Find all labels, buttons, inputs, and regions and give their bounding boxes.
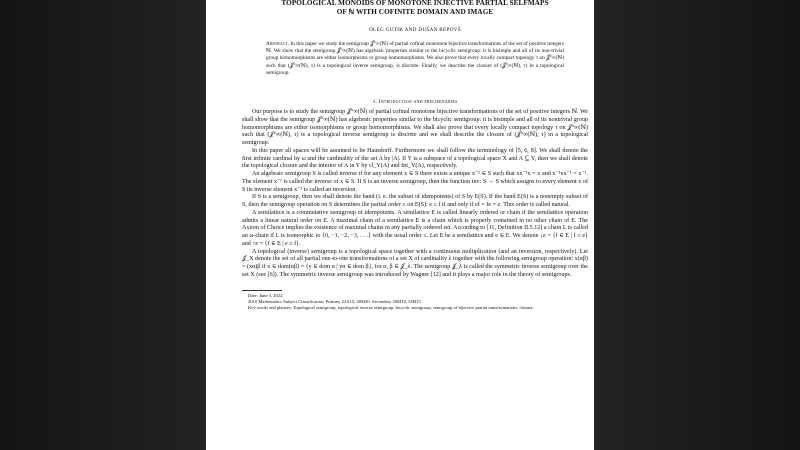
paragraph-6: A topological (inverse) semigroup is a topological space together with a continuous multiplication (and an inversion, respectively). Let 𝒥_X denote the set of all partial one-to-one transformations of a set X of cardinality λ together with the following semigroup operation: x(αβ) = (xα)β if x ∈ dom(αβ) = {y ∈ dom α | yα ∈ dom β}, for α, β ∈ 𝒥_λ. The semigroup 𝒥_λ is called the symmetric inverse semigroup over the set X (see [6]). The symmetric inverse semigroup was introduced by Wagner [12] and it plays a major role in the theory of semigroups. xyxy=(242,248,588,278)
title-line-2: OF ℕ WITH COFINITE DOMAIN AND IMAGE xyxy=(336,8,494,16)
abstract-text: In this paper we study the semigroup 𝒥°∞(ℕ) of partial cofinal monotone bijective transformations of the set of positive integers ℕ. We show that the semigroup 𝒥°∞(ℕ) has algebraic properties similar to the bicyclic semigroup: it is bisimple and all of its non-trivial group homomorphisms are either isomorphisms or group homomorphisms. We also prove that every locally compact topology τ on 𝒥°∞(ℕ) such that (𝒥°∞(ℕ), τ) is a topological inverse semigroup, is discrete. Finally, we describe the closure of (𝒥°∞(ℕ), τ) in a topological semigroup. xyxy=(266,41,564,76)
footnote-divider xyxy=(242,290,282,291)
paragraph-4: If S is a semigroup, then we shall denote the band (i. e. the subset of idempotents) of S by E(S). If the band E(S) is a nonempty subset of S, then the semigroup operation on S determines the partial order ≤ on E(S): e ≤ f if and only if ef = fe = e. This order is called natural. xyxy=(242,194,588,209)
paragraph-2: In this paper all spaces will be assumed to be Hausdorff. Furthermore we shall follow the terminology of [5, 6, 8]. We shall denote the first infinite cardinal by ω and the cardinality of the set A by |A|. If Y is a subspace of a topological space X and A ⊆ Y, then we shall denote the topological closure and the interior of A in Y by cl_Y(A) and Int_Y(A), respectively. xyxy=(242,147,588,170)
title-line-1: TOPOLOGICAL MONOIDS OF MONOTONE INJECTIVE PARTIAL SELFMAPS xyxy=(281,0,549,7)
abstract-label: Abstract. xyxy=(266,41,290,47)
paragraph-3: An algebraic semigroup S is called inverse if for any element x ∈ S there exists a unique x⁻¹ ∈ S such that xx⁻¹x = x and x⁻¹xx⁻¹ = x⁻¹. The element x⁻¹ is called the inverse of x ∈ S. If S is an inverse semigroup, then the function inv: S → S which assigns to every element x of S its inverse element x⁻¹ is called an inversion. xyxy=(242,171,588,193)
authors: OLEG GUTIK AND DUŠAN REPOVŠ xyxy=(369,27,461,33)
footnote-msc: 2010 Mathematics Subject Classification. Primary 22A15, 20M20. Secondary 20M18, 54H15. xyxy=(248,298,422,304)
section-heading: 1. Introduction and preliminaries xyxy=(372,99,458,106)
abstract xyxy=(266,41,564,77)
paragraph-1: Our purpose is to study the semigroup 𝒥°∞(ℕ) of partial cofinal monotone bijective transformations of the set of positive integers ℕ. We shall show that the semigroup 𝒥°∞(ℕ) has algebraic properties similar to the bicyclic semigroup: it is bisimple and all of its nontrivial group homomorphisms are either isomorphisms or group homomorphisms. We shall also prove that every locally compact topology τ on 𝒥°∞(ℕ) such that (𝒥°∞(ℕ), τ) is a topological inverse semigroup is discrete and we shall describe the closure of (𝒥°∞(ℕ), τ) in a topological semigroup. xyxy=(242,109,588,147)
paper-title xyxy=(242,0,588,17)
paragraph-5: A semilattice is a commutative semigroup of idempotents. A semilattice E is called linearly ordered or chain if the semilattice operation admits a linear natural order on E. A maximal chain of a semilattice E is a chain which is properly contained in no other chain of E. The Axiom of Choice implies the existence of maximal chains in any partially ordered set. According to [11, Definition II.5.12] a chain L is called an ω-chain if L is isomorphic to {0, −1, −2, −3, . . .} with the usual order ≤. Let E be a semilattice and e ∈ E. We denote ↓e = {f ∈ E | f ≤ e} and ↑e = {f ∈ E | e ≤ f}. xyxy=(242,209,588,247)
left-background xyxy=(0,0,206,450)
right-background xyxy=(594,0,800,450)
footnote-date: Date: June 3, 2022. xyxy=(248,292,284,298)
paper-page xyxy=(206,0,594,450)
footnote-keywords: Key words and phrases. Topological semigroup, topological inverse semigroup, bicyclic semigroup, semigroup of bijective partial transformations, closure. xyxy=(248,304,534,310)
page-content xyxy=(242,0,588,311)
